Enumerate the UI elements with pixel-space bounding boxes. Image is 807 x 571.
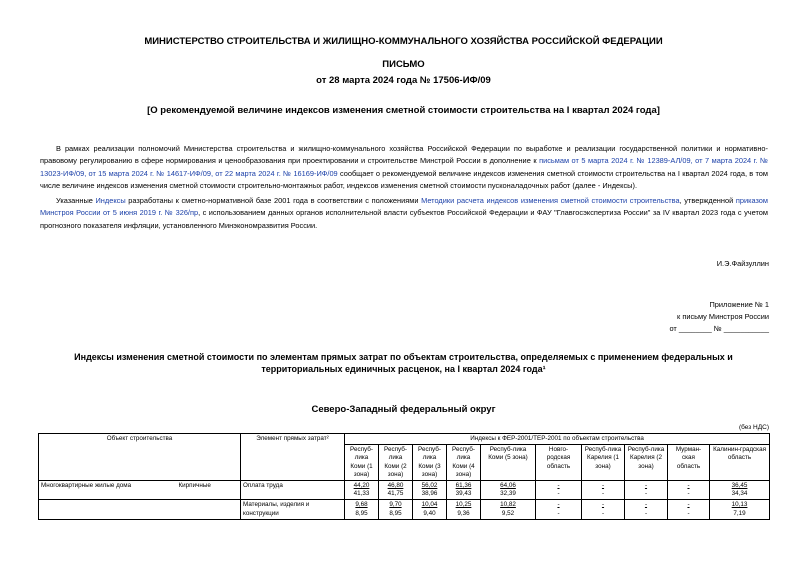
header-object: Объект строительства bbox=[39, 434, 241, 481]
value-cell: 10,25 9,36 bbox=[447, 500, 481, 519]
value-cell: - - bbox=[536, 500, 582, 519]
link-prior-letters[interactable]: письмам от 5 марта 2024 г. № 12389-АЛ/09, от 7 марта 2024 г. № 13023-ИФ/09, от 15 марта 2024 г. № 14617-ИФ/09, от 22 марта 2024 г. № 16169-ИФ/09 bbox=[40, 156, 768, 178]
table-row bbox=[39, 500, 770, 519]
value-cell: 56,02 38,96 bbox=[413, 481, 447, 500]
value-cell: 46,80 41,75 bbox=[379, 481, 413, 500]
material-cell bbox=[177, 500, 241, 519]
value-cell: - - bbox=[536, 481, 582, 500]
value-cell: - - bbox=[582, 500, 625, 519]
link-indices[interactable]: Индексы bbox=[95, 196, 126, 205]
value-cell: 44,20 41,33 bbox=[345, 481, 379, 500]
element-cell: Материалы, изделия и конструкции bbox=[241, 500, 345, 519]
value-cell: 9,70 8,95 bbox=[379, 500, 413, 519]
paragraph-2: Указанные Индексы разработаны к сметно-нормативной базе 2001 года в соответствии с положениями Методики расчета индексов изменения сметной стоимости строительства, утвержденной приказом Минстроя России от 5 июня 2019 г. № 326/пр, с использованием данных органов исполнительной власти субъектов Российской Федерации и ФАУ "Главгосэкспертиза России" за IV квартал 2023 года с учетом прогнозного показателя инфляции, установленного Минэкономразвития России. bbox=[40, 196, 768, 230]
link-order[interactable]: приказом Минстроя России от 5 июня 2019 г. № 326/пр bbox=[40, 196, 768, 218]
footnote-mark: ¹ bbox=[542, 364, 546, 374]
document-date-number: от 28 марта 2024 года № 17506-ИФ/09 bbox=[316, 75, 491, 86]
document-type: ПИСЬМО bbox=[382, 59, 425, 70]
signature: И.Э.Файзуллин bbox=[716, 259, 769, 268]
column-header: Респуб-лика Коми (2 зона) bbox=[379, 445, 413, 481]
column-header: Новго-родская область bbox=[536, 445, 582, 481]
appendix-title: Индексы изменения сметной стоимости по элементам прямых затрат по объектам строительства, определяемых с применением федеральных и территориальных единичных расценок, на I квартал 2024 года¹ bbox=[74, 352, 733, 374]
material-cell: Кирпичные bbox=[177, 481, 241, 500]
document-subject: [О рекомендуемой величине индексов изменения сметной стоимости строительства на I квартал 2024 года] bbox=[147, 105, 660, 116]
column-header: Респуб-лика Коми (4 зона) bbox=[447, 445, 481, 481]
column-header: Респуб-лика Коми (1 зона) bbox=[345, 445, 379, 481]
column-header: Респуб-лика Коми (3 зона) bbox=[413, 445, 447, 481]
appendix-number: Приложение № 1 bbox=[709, 300, 769, 309]
vat-note: (без НДС) bbox=[738, 424, 769, 431]
ministry-heading: МИНИСТЕРСТВО СТРОИТЕЛЬСТВА И ЖИЛИЩНО-КОММУНАЛЬНОГО ХОЗЯЙСТВА РОССИЙСКОЙ ФЕДЕРАЦИИ bbox=[144, 36, 663, 47]
link-methodology[interactable]: Методики расчета индексов изменения сметной стоимости строительства bbox=[421, 196, 680, 205]
value-cell: 61,36 39,43 bbox=[447, 481, 481, 500]
value-cell: 10,82 9,52 bbox=[481, 500, 536, 519]
column-header: Респуб-лика Коми (5 зона) bbox=[481, 445, 536, 481]
column-header: Респуб-лика Карелия (2 зона) bbox=[625, 445, 668, 481]
object-cell: Многоквартирные жилые дома bbox=[39, 481, 177, 500]
value-cell: 9,68 8,95 bbox=[345, 500, 379, 519]
column-header: Респуб-лика Карелия (1 зона) bbox=[582, 445, 625, 481]
element-cell: Оплата труда bbox=[241, 481, 345, 500]
column-header: Калинин-градская область bbox=[710, 445, 770, 481]
value-cell: - - bbox=[582, 481, 625, 500]
paragraph-1: В рамках реализации полномочий Министерства строительства и жилищно-коммунального хозяйства Российской Федерации по выработке и реализации государственной политики и нормативно-правовому регулированию в сфере нормирования и ценообразования при проектировании и строительстве Минстрой России в дополнение к письмам от 5 марта 2024 г. № 12389-АЛ/09, от 7 марта 2024 г. № 13023-ИФ/09, от 15 марта 2024 г. № 14617-ИФ/09, от 22 марта 2024 г. № 16169-ИФ/09 сообщает о рекомендуемой величине индексов изменения сметной стоимости строительства на I квартал 2024 года, в том числе величине индексов изменения сметной стоимости строительно-монтажных работ, индексов изменения сметной стоимости пусконаладочных работ (далее - Индексы). bbox=[40, 144, 768, 190]
appendix-reference: к письму Минстроя России bbox=[677, 312, 769, 321]
value-cell: 10,04 9,40 bbox=[413, 500, 447, 519]
column-header: Мурман-ская область bbox=[668, 445, 710, 481]
region-heading: Северо-Западный федеральный округ bbox=[311, 404, 496, 415]
value-cell: 10,13 7,19 bbox=[710, 500, 770, 519]
value-cell: - - bbox=[668, 500, 710, 519]
header-indices: Индексы к ФЕР-2001/ТЕР-2001 по объектам строительства bbox=[345, 434, 770, 445]
value-cell: - - bbox=[668, 481, 710, 500]
value-cell: - - bbox=[625, 500, 668, 519]
header-element: Элемент прямых затрат² bbox=[241, 434, 345, 481]
table-row bbox=[39, 481, 770, 500]
appendix-date-blank: от ________ № ___________ bbox=[669, 324, 769, 333]
value-cell: 36,45 34,34 bbox=[710, 481, 770, 500]
indices-table bbox=[38, 433, 770, 520]
value-cell: - - bbox=[625, 481, 668, 500]
object-cell bbox=[39, 500, 177, 519]
value-cell: 64,06 32,39 bbox=[481, 481, 536, 500]
